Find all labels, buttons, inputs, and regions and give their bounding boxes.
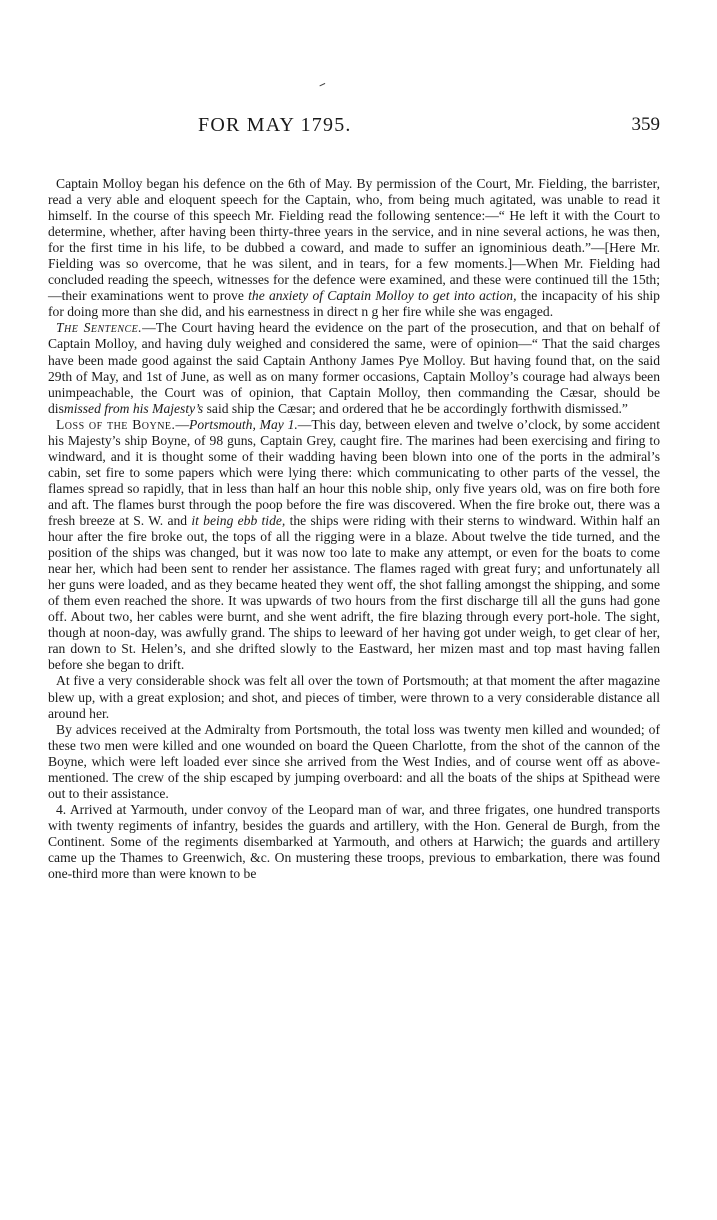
text-run: Loss of the Boyne. — [56, 416, 176, 432]
page-header — [48, 80, 660, 136]
paragraph-yarmouth — [48, 802, 660, 882]
text-run: At five a very considerable shock was felt all over the town of Portsmouth; at that moment the after magazine blew up, with a great explosion; and shot, and pieces of timber, were thrown to a very considerable distance all around her. — [48, 673, 660, 721]
paragraph-sentence — [48, 320, 660, 416]
paragraph-loss-of-boyne — [48, 417, 660, 674]
text-run: 4. Arrived at Yarmouth, under convoy of the Leopard man of war, and three frigates, one hundred transports with twenty regiments of infantry, besides the guards and artillery, with the Hon. General de Burgh, from the Continent. Some of the regiments disembarked at Yarmouth, and others at Harwich; the guards and artillery came up the Thames to Greenwich, &c. On mustering these troops, previous to embarkation, there was found one-third more than were known to be — [48, 801, 660, 882]
text-run: the anxiety of Captain Molloy to get into action, — [248, 288, 517, 304]
document-page — [48, 80, 660, 882]
body-text — [48, 176, 660, 882]
text-run: the incapacity of his ship for doing more than she did, and his earnestness in direct n g her fire while she was engaged. — [48, 288, 660, 320]
text-run: By advices received at the Admiralty from Portsmouth, the total loss was twenty men killed and wounded; of these two men were killed and one wounded on board the Queen Charlotte, from the shot of the cannon of the Boyne, which were left loaded ever since she arrived from the West Indies, and of course went off as above-mentioned. The crew of the ship escaped by jumping overboard: and all the boats of the ships at Spithead were out to their assistance. — [48, 721, 660, 801]
text-run: — — [175, 416, 190, 432]
text-run: Captain Molloy began his defence on the 6th of May. By permission of the Court, Mr. Fielding, the barrister, read a very able and eloquent speech for the Captain, who, from being much agitated, was unable to read it himself. In the course of this speech Mr. Fielding read the following sentence:—“ He left it with the Court to determine, whether, after having been thirty-three years in the service, and in nine several actions, he was then, for the first time in his life, to be dubbed a coward, and made to suffer an ignominious death.”—[Here Mr. Fielding was so overcome, that he was silent, and in tears, for a few moments.]—When Mr. Fielding had concluded reading the speech, witnesses for the defence were examined, and these were continued till the 15th;—their examinations went to prove — [48, 176, 660, 304]
text-run: —This day, between eleven and twelve o’clock, by some accident his Majesty’s ship Boyne, of 98 guns, Captain Grey, caught fire. The marines had been exercising and firing to windward, and it is thought some of their wadding having been blown into one of the ports in the admiral’s cabin, set fire to some papers which were lying there: which communicating to other parts of the vessel, the flames spread so rapidly, that in less than half an hour this noble ship, only five years old, was on fire both fore and aft. The flames burst through the poop before the fire was discovered. When the fire broke out, there was a fresh breeze at S. W. and — [48, 416, 660, 528]
text-run: missed from his Majesty’s — [63, 400, 204, 416]
paragraph-defence — [48, 176, 660, 320]
page-number: 359 — [631, 114, 660, 135]
text-run: The Sentence. — [56, 320, 143, 336]
text-run: it being ebb tide, — [191, 512, 286, 528]
text-run: the ships were riding with their sterns to windward. Within half an hour after the fire broke out, the tops of all the rigging were in a blaze. About twelve the tide turned, and the position of the ships was changed, but it was now too late to make any attempt, or even for the boats to come near her, which had been sent to render her assistance. The flames raged with great fury; and unfortunately all her guns were loaded, and as they became heated they went off, the shot falling amongst the shipping, and some of them even reached the shore. It was upwards of two hours from the first discharge till all the guns had gone off. About two, her cables were burnt, and she went adrift, the fire blazing through every port-hole. The sight, though at noon-day, was awfully grand. The ships to leeward of her having got under weigh, to get clear of her, ran down to St. Helen’s, and she drifted slowly to the Eastward, her mizen mast and top mast having fallen before she began to drift. — [48, 512, 660, 673]
paragraph-explosion — [48, 673, 660, 721]
paragraph-advices — [48, 722, 660, 802]
text-run: said ship the Cæsar; and ordered that he be accordingly forthwith dismissed.” — [203, 400, 628, 416]
text-run: —The Court having heard the evidence on the part of the prosecution, and that on behalf of Captain Molloy, and having duly weighed and considered the same, were of opinion—“ That the said charges have been made good against the said Captain Anthony James Pye Molloy. But having found that, on the said 29th of May, and 1st of June, as well as on many former occasions, Captain Molloy’s courage had always been unimpeachable, the Court was of opinion, that Captain Molloy, then commanding the Cæsar, should be dis — [48, 320, 660, 416]
text-run: Portsmouth, May 1. — [189, 416, 298, 432]
running-head: FOR MAY 1795. — [198, 114, 352, 136]
